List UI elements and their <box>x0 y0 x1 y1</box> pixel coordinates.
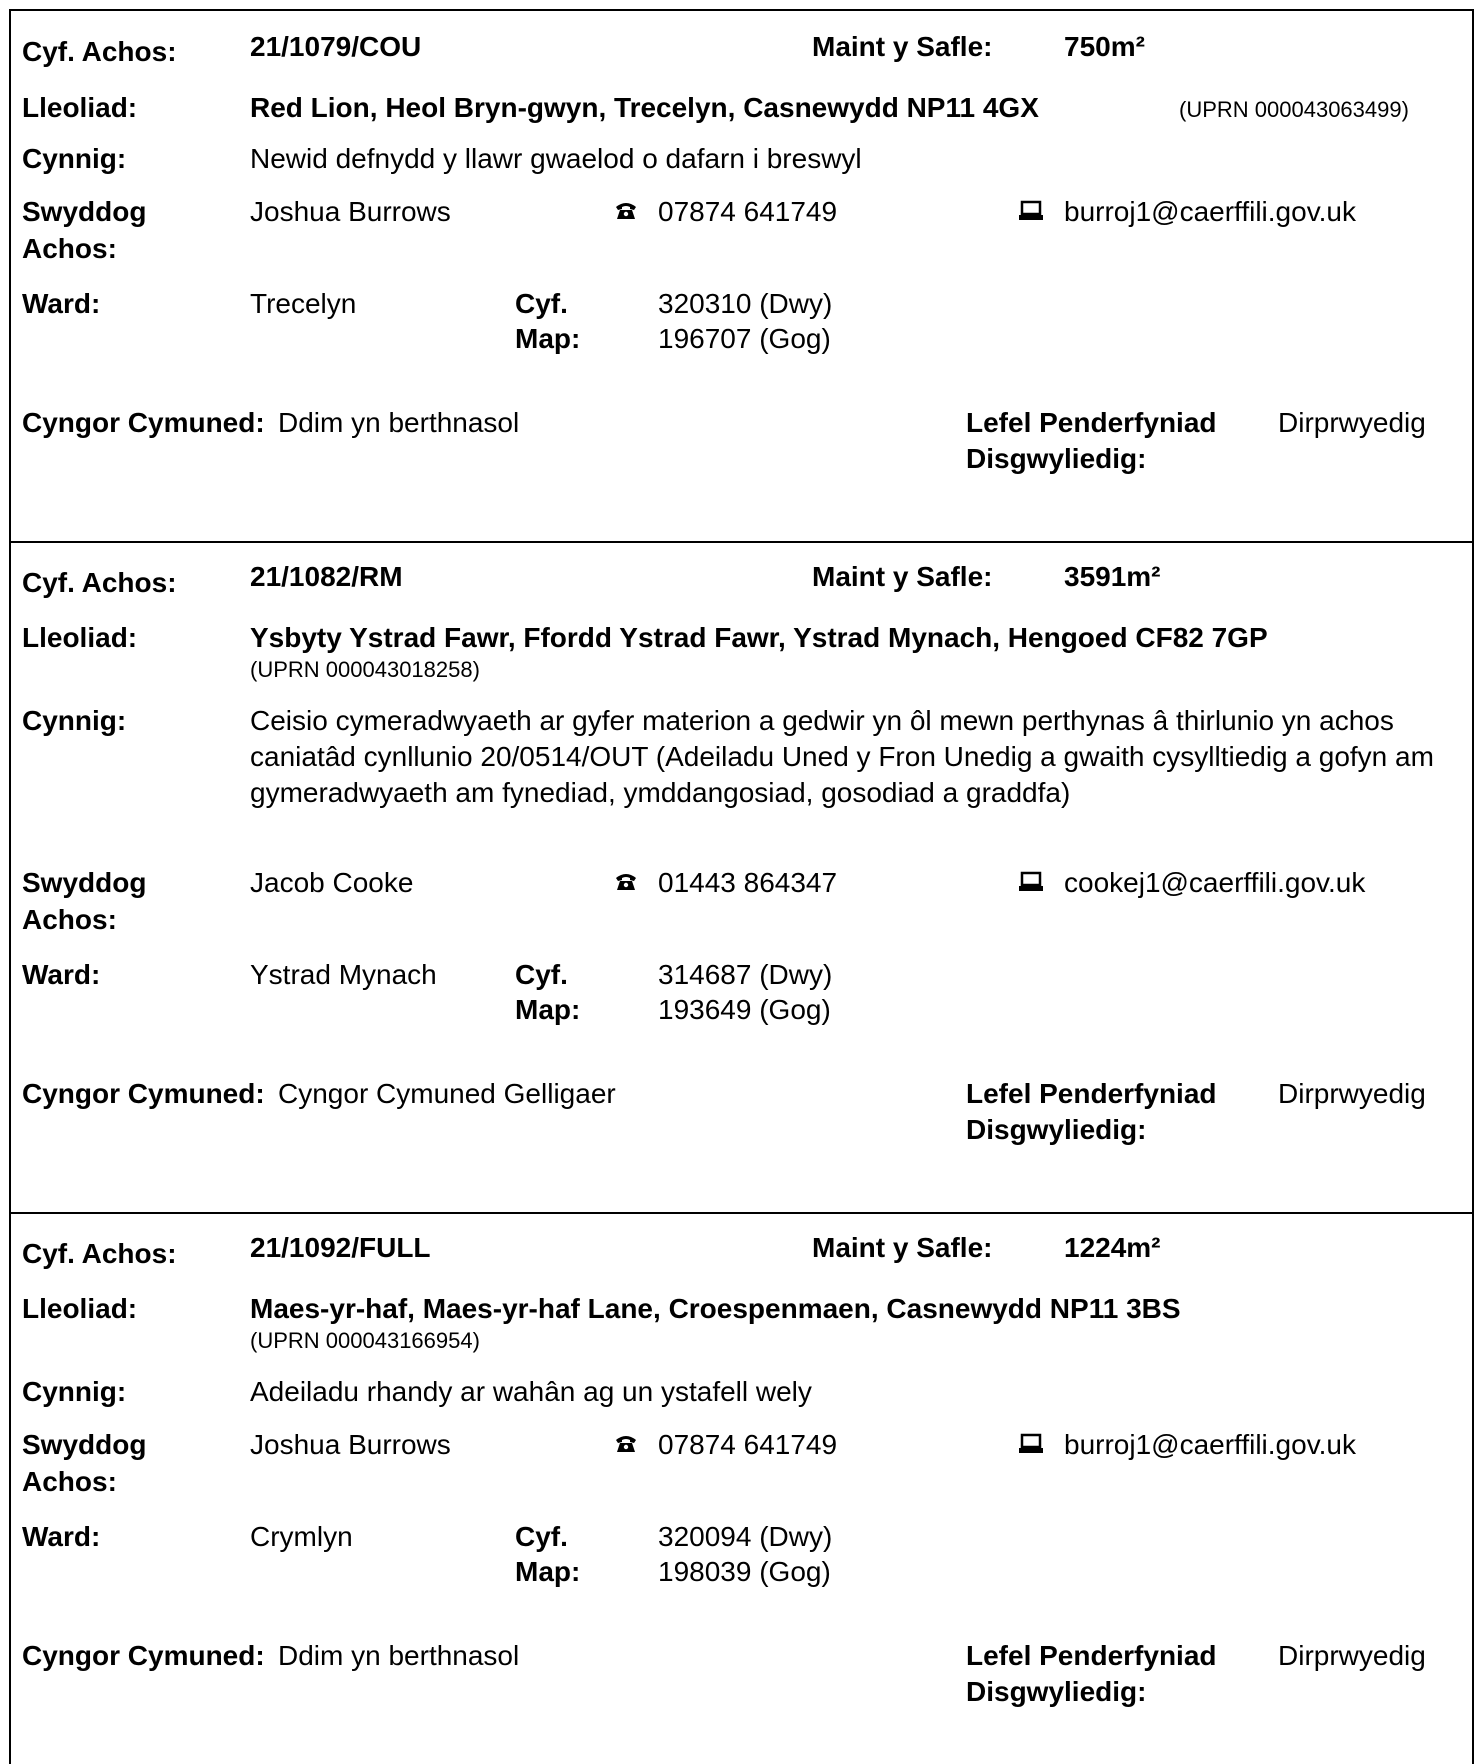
officer-name: Jacob Cooke <box>250 867 414 898</box>
community-council-value: Ddim yn berthnasol <box>278 407 520 438</box>
decision-level-value: Dirprwyedig <box>1278 1640 1426 1671</box>
map-ref-label-line2: Map: <box>515 323 581 354</box>
northing-value: 193649 (Gog) <box>658 994 831 1025</box>
map-ref-label-line1: Cyf. <box>515 1521 568 1552</box>
map-ref-label-line1: Cyf. <box>515 288 568 319</box>
site-size-label: Maint y Safle: <box>812 561 993 592</box>
officer-phone[interactable]: 01443 864347 <box>658 867 838 898</box>
phone-icon <box>614 1434 638 1454</box>
site-size-value: 1224m² <box>1064 1232 1161 1263</box>
location-value: Maes-yr-haf, Maes-yr-haf Lane, Croespenmaen, Casnewydd NP11 3BS <box>250 1293 1181 1324</box>
case-officer-label-line2: Achos: <box>22 1466 117 1497</box>
decision-level-label-line2: Disgwyliedig: <box>966 1676 1147 1707</box>
community-council-label: Cyngor Cymuned: <box>22 1078 265 1109</box>
case-officer-label-line1: Swyddog <box>22 1429 147 1460</box>
ward-value: Crymlyn <box>250 1521 353 1552</box>
community-council-label: Cyngor Cymuned: <box>22 407 265 438</box>
officer-phone[interactable]: 07874 641749 <box>658 196 838 227</box>
case-officer-label-line2: Achos: <box>22 233 117 264</box>
proposal-value: Newid defnydd y llawr gwaelod o dafarn i breswyl <box>250 143 862 174</box>
decision-level-label-line2: Disgwyliedig: <box>966 443 1147 474</box>
planning-record <box>11 0 1472 1764</box>
location-label: Lleoliad: <box>22 622 138 653</box>
ward-label: Ward: <box>22 1521 101 1552</box>
site-size-value: 3591m² <box>1064 561 1161 592</box>
decision-level-label-line2: Disgwyliedig: <box>966 1114 1147 1145</box>
map-ref-label-line2: Map: <box>515 994 581 1025</box>
case-officer-label-line2: Achos: <box>22 904 117 935</box>
map-ref-label-line2: Map: <box>515 1556 581 1587</box>
officer-email[interactable]: cookej1@caerffili.gov.uk <box>1064 867 1366 898</box>
northing-value: 196707 (Gog) <box>658 323 831 354</box>
case-ref-label: Cyf. Achos: <box>22 36 177 67</box>
decision-level-value: Dirprwyedig <box>1278 1078 1426 1109</box>
officer-phone[interactable]: 07874 641749 <box>658 1429 838 1460</box>
uprn-value: (UPRN 000043018258) <box>250 657 480 682</box>
officer-name: Joshua Burrows <box>250 1429 451 1460</box>
officer-email[interactable]: burroj1@caerffili.gov.uk <box>1064 1429 1356 1460</box>
community-council-value: Ddim yn berthnasol <box>278 1640 520 1671</box>
decision-level-label-line1: Lefel Penderfyniad <box>966 407 1217 438</box>
northing-value: 198039 (Gog) <box>658 1556 831 1587</box>
proposal-value: Adeiladu rhandy ar wahân ag un ystafell wely <box>250 1376 812 1407</box>
officer-email[interactable]: burroj1@caerffili.gov.uk <box>1064 196 1356 227</box>
decision-level-label-line1: Lefel Penderfyniad <box>966 1078 1217 1109</box>
ward-value: Ystrad Mynach <box>250 959 437 990</box>
officer-name: Joshua Burrows <box>250 196 451 227</box>
community-council-label: Cyngor Cymuned: <box>22 1640 265 1671</box>
case-ref-value: 21/1092/FULL <box>250 1232 431 1263</box>
easting-value: 320310 (Dwy) <box>658 288 833 319</box>
ward-label: Ward: <box>22 959 101 990</box>
case-officer-label-line1: Swyddog <box>22 867 147 898</box>
computer-icon <box>1018 1433 1044 1455</box>
decision-level-label-line1: Lefel Penderfyniad <box>966 1640 1217 1671</box>
easting-value: 320094 (Dwy) <box>658 1521 833 1552</box>
decision-level-value: Dirprwyedig <box>1278 407 1426 438</box>
location-value: Ysbyty Ystrad Fawr, Ffordd Ystrad Fawr, Ystrad Mynach, Hengoed CF82 7GP <box>250 622 1268 653</box>
proposal-label: Cynnig: <box>22 705 127 736</box>
uprn-value: (UPRN 000043166954) <box>250 1328 480 1353</box>
easting-value: 314687 (Dwy) <box>658 959 833 990</box>
proposal-value: Ceisio cymeradwyaeth ar gyfer materion a gedwir yn ôl mewn perthynas â thirlunio yn achos caniatâd cynllunio 20/0514/OUT (Adeiladu Uned y Fron Unedig a gwaith cysylltiedig a gofyn am gymeradwyaeth am fynediad, ymddangosiad, gosodiad a graddfa) <box>250 705 1434 808</box>
uprn-value: (UPRN 000043063499) <box>1179 97 1409 122</box>
ward-label: Ward: <box>22 288 101 319</box>
case-officer-label-line1: Swyddog <box>22 196 147 227</box>
location-label: Lleoliad: <box>22 1293 138 1324</box>
site-size-value: 750m² <box>1064 31 1145 62</box>
site-size-label: Maint y Safle: <box>812 31 993 62</box>
site-size-label: Maint y Safle: <box>812 1232 993 1263</box>
community-council-value: Cyngor Cymuned Gelligaer <box>278 1078 616 1109</box>
case-ref-value: 21/1082/RM <box>250 561 403 592</box>
ward-value: Trecelyn <box>250 288 357 319</box>
map-ref-label-line1: Cyf. <box>515 959 568 990</box>
location-label: Lleoliad: <box>22 92 138 123</box>
case-ref-label: Cyf. Achos: <box>22 567 177 598</box>
case-ref-label: Cyf. Achos: <box>22 1238 177 1269</box>
location-value: Red Lion, Heol Bryn-gwyn, Trecelyn, Casnewydd NP11 4GX <box>250 92 1039 123</box>
case-ref-value: 21/1079/COU <box>250 31 422 62</box>
proposal-label: Cynnig: <box>22 1376 127 1407</box>
proposal-label: Cynnig: <box>22 143 127 174</box>
